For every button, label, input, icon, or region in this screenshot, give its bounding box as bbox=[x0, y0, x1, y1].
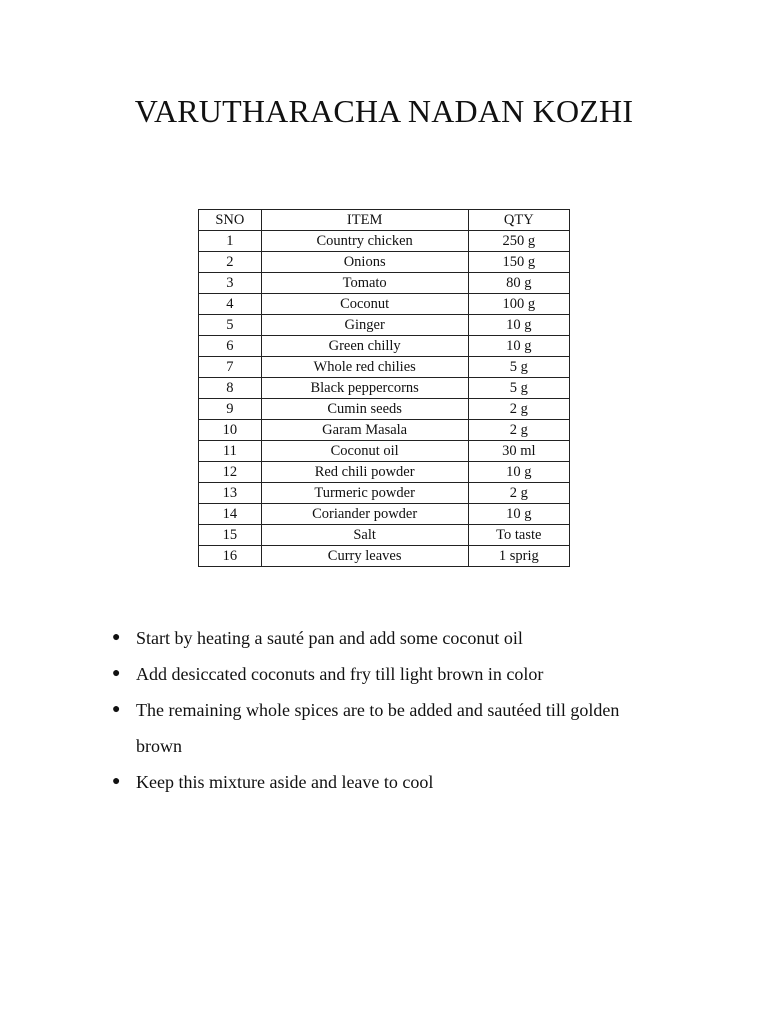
table-row bbox=[199, 462, 570, 483]
cell-qty: 30 ml bbox=[468, 441, 569, 462]
cell-sno: 11 bbox=[199, 441, 262, 462]
cell-sno: 12 bbox=[199, 462, 262, 483]
cell-sno: 14 bbox=[199, 504, 262, 525]
list-item bbox=[108, 692, 668, 764]
bullet-icon: ● bbox=[112, 630, 121, 645]
header-sno: SNO bbox=[199, 210, 262, 231]
cell-item: Ginger bbox=[261, 315, 468, 336]
table-header-row bbox=[199, 210, 570, 231]
list-item bbox=[108, 764, 668, 800]
cell-item: Green chilly bbox=[261, 336, 468, 357]
cell-item: Onions bbox=[261, 252, 468, 273]
table-row bbox=[199, 525, 570, 546]
table-row bbox=[199, 357, 570, 378]
cell-sno: 1 bbox=[199, 231, 262, 252]
header-item: ITEM bbox=[261, 210, 468, 231]
table-row bbox=[199, 315, 570, 336]
cell-qty: 100 g bbox=[468, 294, 569, 315]
cell-sno: 15 bbox=[199, 525, 262, 546]
cell-sno: 2 bbox=[199, 252, 262, 273]
list-item bbox=[108, 656, 668, 692]
cell-qty: 2 g bbox=[468, 420, 569, 441]
table-row bbox=[199, 483, 570, 504]
bullet-icon: ● bbox=[112, 774, 121, 789]
table-row bbox=[199, 252, 570, 273]
table-row bbox=[199, 378, 570, 399]
cell-sno: 10 bbox=[199, 420, 262, 441]
list-item bbox=[108, 620, 668, 656]
table-row bbox=[199, 336, 570, 357]
table-row bbox=[199, 504, 570, 525]
cell-qty: 80 g bbox=[468, 273, 569, 294]
cell-qty: 1 sprig bbox=[468, 546, 569, 567]
cell-sno: 16 bbox=[199, 546, 262, 567]
steps-list bbox=[108, 620, 668, 800]
step-text: Keep this mixture aside and leave to cool bbox=[136, 772, 434, 792]
cell-qty: 10 g bbox=[468, 462, 569, 483]
table-row bbox=[199, 294, 570, 315]
cell-qty: 250 g bbox=[468, 231, 569, 252]
cell-item: Coconut oil bbox=[261, 441, 468, 462]
cell-sno: 3 bbox=[199, 273, 262, 294]
cell-qty: 5 g bbox=[468, 357, 569, 378]
cell-sno: 9 bbox=[199, 399, 262, 420]
cell-sno: 8 bbox=[199, 378, 262, 399]
cell-item: Tomato bbox=[261, 273, 468, 294]
cell-sno: 5 bbox=[199, 315, 262, 336]
table-row bbox=[199, 231, 570, 252]
step-text: The remaining whole spices are to be added and sautéed till golden brown bbox=[136, 700, 620, 756]
cell-item: Turmeric powder bbox=[261, 483, 468, 504]
step-text: Start by heating a sauté pan and add some coconut oil bbox=[136, 628, 523, 648]
header-qty: QTY bbox=[468, 210, 569, 231]
cell-sno: 7 bbox=[199, 357, 262, 378]
cell-qty: 10 g bbox=[468, 336, 569, 357]
table-row bbox=[199, 399, 570, 420]
cell-item: Cumin seeds bbox=[261, 399, 468, 420]
cell-item: Country chicken bbox=[261, 231, 468, 252]
cell-item: Garam Masala bbox=[261, 420, 468, 441]
table-row bbox=[199, 546, 570, 567]
table-body bbox=[199, 231, 570, 567]
cell-item: Black peppercorns bbox=[261, 378, 468, 399]
ingredients-table bbox=[198, 209, 570, 567]
table-row bbox=[199, 441, 570, 462]
step-text: Add desiccated coconuts and fry till light brown in color bbox=[136, 664, 544, 684]
cell-qty: 2 g bbox=[468, 483, 569, 504]
table-row bbox=[199, 273, 570, 294]
cell-item: Whole red chilies bbox=[261, 357, 468, 378]
bullet-icon: ● bbox=[112, 702, 121, 717]
cell-item: Coconut bbox=[261, 294, 468, 315]
cell-qty: 2 g bbox=[468, 399, 569, 420]
cell-item: Red chili powder bbox=[261, 462, 468, 483]
cell-sno: 6 bbox=[199, 336, 262, 357]
cell-item: Coriander powder bbox=[261, 504, 468, 525]
cell-qty: To taste bbox=[468, 525, 569, 546]
cell-sno: 13 bbox=[199, 483, 262, 504]
bullet-icon: ● bbox=[112, 666, 121, 681]
cell-sno: 4 bbox=[199, 294, 262, 315]
page-title: VARUTHARACHA NADAN KOZHI bbox=[134, 93, 634, 129]
cell-qty: 10 g bbox=[468, 315, 569, 336]
cell-item: Curry leaves bbox=[261, 546, 468, 567]
cell-qty: 10 g bbox=[468, 504, 569, 525]
table-row bbox=[199, 420, 570, 441]
cell-item: Salt bbox=[261, 525, 468, 546]
cell-qty: 5 g bbox=[468, 378, 569, 399]
cell-qty: 150 g bbox=[468, 252, 569, 273]
